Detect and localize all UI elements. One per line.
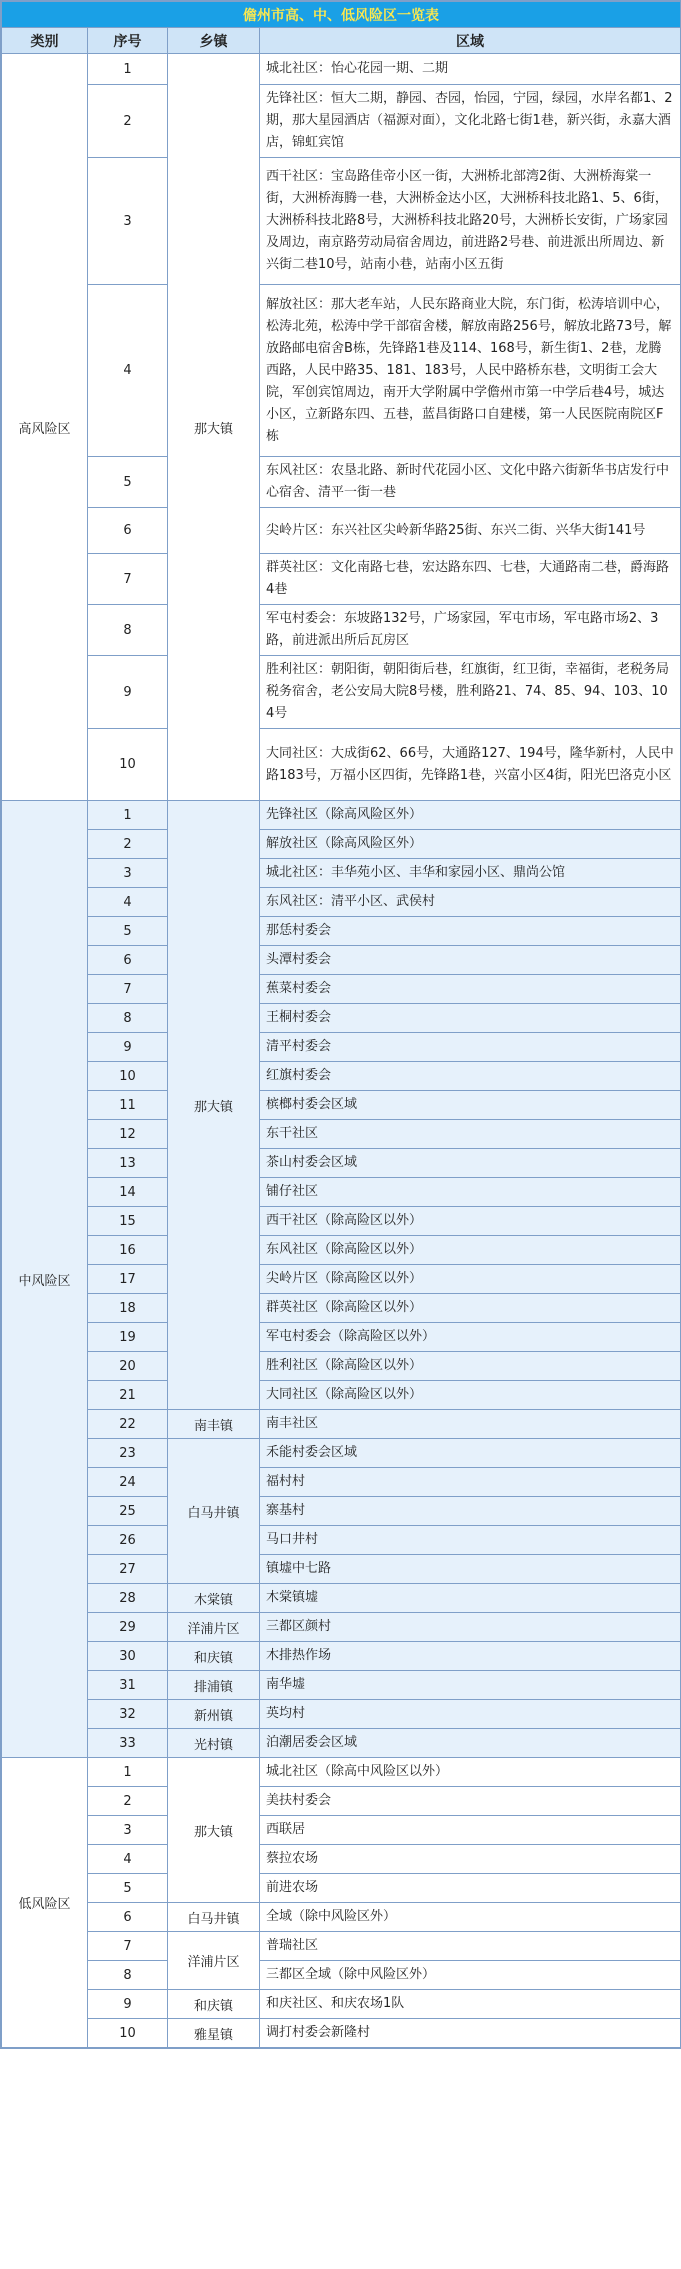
row-number-cell: 2 [88,85,168,158]
table-row [2,1874,681,1903]
row-number-cell: 9 [88,1033,168,1062]
area-cell: 城北社区：怡心花园一期、二期 [260,54,681,85]
town-cell: 南丰镇 [168,1410,260,1439]
row-number-cell: 17 [88,1265,168,1294]
table-row [2,975,681,1004]
area-cell: 东风社区：清平小区、武侯村 [260,888,681,917]
area-cell: 马口井村 [260,1526,681,1555]
row-number-cell: 26 [88,1526,168,1555]
area-cell: 清平村委会 [260,1033,681,1062]
area-cell: 王桐村委会 [260,1004,681,1033]
table-row [2,1091,681,1120]
area-cell: 英均村 [260,1700,681,1729]
table-row [2,1178,681,1207]
row-number-cell: 7 [88,554,168,605]
row-number-cell: 6 [88,508,168,554]
row-number-cell: 8 [88,1004,168,1033]
area-cell: 群英社区（除高险区以外） [260,1294,681,1323]
area-cell: 镇墟中七路 [260,1555,681,1584]
area-cell: 胜利社区：朝阳街，朝阳街后巷，红旗街，红卫街，幸福街，老税务局税务宿舍，老公安局大院8号楼，胜利路21、74、85、94、103、104号 [260,656,681,729]
row-number-cell: 20 [88,1352,168,1381]
row-number-cell: 18 [88,1294,168,1323]
table-row [2,830,681,859]
row-number-cell: 3 [88,1816,168,1845]
risk-level-cell: 高风险区 [2,54,88,801]
area-cell: 蕉菜村委会 [260,975,681,1004]
table-row [2,2019,681,2048]
table-row [2,1787,681,1816]
row-number-cell: 8 [88,1961,168,1990]
row-number-cell: 3 [88,158,168,285]
area-cell: 先锋社区（除高风险区外） [260,801,681,830]
area-cell: 西联居 [260,1816,681,1845]
header-category: 类别 [2,28,88,54]
table-row [2,656,681,729]
table-header-row [2,28,681,54]
area-cell: 头潭村委会 [260,946,681,975]
area-cell: 城北社区：丰华苑小区、丰华和家园小区、鼎尚公馆 [260,859,681,888]
row-number-cell: 32 [88,1700,168,1729]
area-cell: 尖岭片区：东兴社区尖岭新华路25街、东兴二街、兴华大街141号 [260,508,681,554]
row-number-cell: 24 [88,1468,168,1497]
area-cell: 蔡拉农场 [260,1845,681,1874]
table-row [2,1120,681,1149]
town-cell: 新州镇 [168,1700,260,1729]
row-number-cell: 22 [88,1410,168,1439]
table-row [2,508,681,554]
row-number-cell: 5 [88,457,168,508]
header-town: 乡镇 [168,28,260,54]
table-row [2,1526,681,1555]
town-cell: 白马井镇 [168,1439,260,1584]
table-row [2,729,681,801]
table-row [2,1758,681,1787]
table-row [2,1613,681,1642]
row-number-cell: 27 [88,1555,168,1584]
row-number-cell: 30 [88,1642,168,1671]
table-row [2,1352,681,1381]
row-number-cell: 2 [88,830,168,859]
area-cell: 铺仔社区 [260,1178,681,1207]
town-cell: 排浦镇 [168,1671,260,1700]
area-cell: 军屯村委会：东坡路132号，广场家园，军屯市场，军屯路市场2、3路，前进派出所后瓦房区 [260,605,681,656]
table-row [2,1265,681,1294]
row-number-cell: 10 [88,2019,168,2048]
table-row [2,1729,681,1758]
table-row [2,158,681,285]
area-cell: 先锋社区：恒大二期，静园、杏园，怡园，宁园，绿园，水岸名都1、2期，那大星园酒店（福源对面），文化北路七街1巷，新兴街，永嘉大酒店，锦虹宾馆 [260,85,681,158]
area-cell: 南丰社区 [260,1410,681,1439]
town-cell: 白马井镇 [168,1903,260,1932]
town-cell: 雅星镇 [168,2019,260,2048]
table-row [2,1990,681,2019]
area-cell: 美扶村委会 [260,1787,681,1816]
row-number-cell: 2 [88,1787,168,1816]
table-row [2,1642,681,1671]
row-number-cell: 25 [88,1497,168,1526]
row-number-cell: 21 [88,1381,168,1410]
area-cell: 大同社区（除高险区以外） [260,1381,681,1410]
table-row [2,85,681,158]
table-row [2,1149,681,1178]
area-cell: 西干社区（除高险区以外） [260,1207,681,1236]
table-row [2,1294,681,1323]
table-row [2,1236,681,1265]
row-number-cell: 23 [88,1439,168,1468]
table-row [2,1207,681,1236]
table-row [2,1381,681,1410]
table-row [2,1903,681,1932]
town-cell: 那大镇 [168,54,260,801]
table-title: 儋州市高、中、低风险区一览表 [2,2,681,28]
table-row [2,801,681,830]
row-number-cell: 12 [88,1120,168,1149]
area-cell: 军屯村委会（除高险区以外） [260,1323,681,1352]
table-title-row [2,2,681,28]
row-number-cell: 4 [88,285,168,457]
area-cell: 东干社区 [260,1120,681,1149]
table-row [2,1961,681,1990]
area-cell: 调打村委会新隆村 [260,2019,681,2048]
area-cell: 东风社区：农垦北路、新时代花园小区、文化中路六街新华书店发行中心宿舍、清平一街一巷 [260,457,681,508]
row-number-cell: 11 [88,1091,168,1120]
town-cell: 洋浦片区 [168,1613,260,1642]
area-cell: 泊潮居委会区域 [260,1729,681,1758]
table-row [2,1439,681,1468]
town-cell: 那大镇 [168,1758,260,1903]
table-row [2,917,681,946]
risk-area-table [1,1,681,2048]
row-number-cell: 7 [88,1932,168,1961]
table-row [2,1033,681,1062]
table-row [2,1410,681,1439]
table-row [2,605,681,656]
row-number-cell: 7 [88,975,168,1004]
table-row [2,1004,681,1033]
area-cell: 和庆社区、和庆农场1队 [260,1990,681,2019]
row-number-cell: 33 [88,1729,168,1758]
table-row [2,554,681,605]
area-cell: 解放社区：那大老车站，人民东路商业大院，东门街，松涛培训中心，松涛北苑，松涛中学干部宿舍楼，解放南路256号，解放北路73号，解放路邮电宿舍B栋，先锋路1巷及114、168号，新生街1、2巷，龙腾西路，人民中路35、181、183号，人民中路桥东巷，文明街工会大院，军创宾馆周边，南开大学附属中学儋州市第一中学后巷4号，城达小区，立新路东四、五巷，蓝昌街路口自建楼，第一人民医院南院区F栋 [260,285,681,457]
area-cell: 西干社区：宝岛路佳帝小区一街，大洲桥北部湾2街、大洲桥海棠一街，大洲桥海腾一巷，大洲桥金达小区，大洲桥科技北路1、5、6街，大洲桥科技北路8号，大洲桥科技北路20号，大洲桥长安街，广场家园及周边，南京路劳动局宿舍周边，前进路2号巷、前进派出所周边、新兴街二巷10号，站南小巷，站南小区五街 [260,158,681,285]
row-number-cell: 14 [88,1178,168,1207]
row-number-cell: 9 [88,1990,168,2019]
area-cell: 三都区颜村 [260,1613,681,1642]
area-cell: 禾能村委会区域 [260,1439,681,1468]
town-cell: 光村镇 [168,1729,260,1758]
risk-level-cell: 低风险区 [2,1758,88,2048]
row-number-cell: 10 [88,729,168,801]
table-row [2,1671,681,1700]
area-cell: 东风社区（除高险区以外） [260,1236,681,1265]
row-number-cell: 9 [88,656,168,729]
town-cell: 洋浦片区 [168,1932,260,1990]
town-cell: 和庆镇 [168,1990,260,2019]
table-row [2,1468,681,1497]
row-number-cell: 4 [88,888,168,917]
table-row [2,1845,681,1874]
row-number-cell: 4 [88,1845,168,1874]
row-number-cell: 10 [88,1062,168,1091]
area-cell: 红旗村委会 [260,1062,681,1091]
row-number-cell: 13 [88,1149,168,1178]
table-row [2,54,681,85]
row-number-cell: 1 [88,801,168,830]
table-row [2,1584,681,1613]
area-cell: 茶山村委会区域 [260,1149,681,1178]
risk-level-cell: 中风险区 [2,801,88,1758]
row-number-cell: 3 [88,859,168,888]
row-number-cell: 28 [88,1584,168,1613]
table-row [2,457,681,508]
area-cell: 解放社区（除高风险区外） [260,830,681,859]
table-row [2,1062,681,1091]
area-cell: 普瑞社区 [260,1932,681,1961]
table-body [2,54,681,2048]
row-number-cell: 1 [88,1758,168,1787]
row-number-cell: 16 [88,1236,168,1265]
area-cell: 木排热作场 [260,1642,681,1671]
town-cell: 那大镇 [168,801,260,1410]
area-cell: 木棠镇墟 [260,1584,681,1613]
town-cell: 和庆镇 [168,1642,260,1671]
table-row [2,859,681,888]
table-row [2,888,681,917]
area-cell: 槟榔村委会区域 [260,1091,681,1120]
row-number-cell: 8 [88,605,168,656]
table-row [2,1323,681,1352]
table-row [2,1816,681,1845]
town-cell: 木棠镇 [168,1584,260,1613]
row-number-cell: 31 [88,1671,168,1700]
row-number-cell: 19 [88,1323,168,1352]
area-cell: 南华墟 [260,1671,681,1700]
area-cell: 前进农场 [260,1874,681,1903]
row-number-cell: 5 [88,1874,168,1903]
area-cell: 尖岭片区（除高险区以外） [260,1265,681,1294]
area-cell: 寨基村 [260,1497,681,1526]
row-number-cell: 6 [88,1903,168,1932]
header-number: 序号 [88,28,168,54]
area-cell: 全域（除中风险区外） [260,1903,681,1932]
row-number-cell: 15 [88,1207,168,1236]
row-number-cell: 29 [88,1613,168,1642]
header-area: 区域 [260,28,681,54]
area-cell: 群英社区：文化南路七巷，宏达路东四、七巷，大通路南二巷，爵海路4巷 [260,554,681,605]
table-row [2,1700,681,1729]
row-number-cell: 5 [88,917,168,946]
table-row [2,1497,681,1526]
row-number-cell: 6 [88,946,168,975]
area-cell: 福村村 [260,1468,681,1497]
area-cell: 大同社区：大成街62、66号，大通路127、194号，隆华新村，人民中路183号，万福小区四街，先锋路1巷，兴富小区4街，阳光巴洛克小区 [260,729,681,801]
area-cell: 胜利社区（除高险区以外） [260,1352,681,1381]
area-cell: 那恁村委会 [260,917,681,946]
table-row [2,1555,681,1584]
table-row [2,285,681,457]
area-cell: 三都区全域（除中风险区外） [260,1961,681,1990]
table-row [2,1932,681,1961]
area-cell: 城北社区（除高中风险区以外） [260,1758,681,1787]
row-number-cell: 1 [88,54,168,85]
table-row [2,946,681,975]
